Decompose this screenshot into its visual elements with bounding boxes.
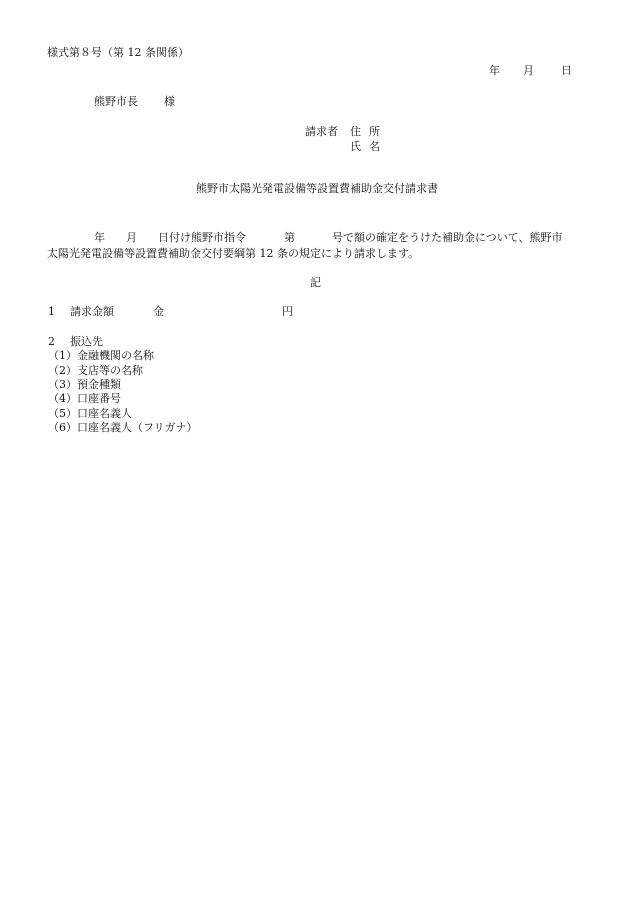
subitem: （5）口座名義人 xyxy=(48,407,132,420)
subitem: （3）預金種類 xyxy=(48,378,121,391)
requester-label: 請求者 xyxy=(305,125,338,138)
item1-number: 1 xyxy=(48,305,55,318)
subitem: （6）口座名義人（フリガナ） xyxy=(48,421,198,434)
ki-heading: 記 xyxy=(310,276,321,289)
address-label-2: 所 xyxy=(369,125,380,138)
date-month: 月 xyxy=(523,64,534,77)
date-year: 年 xyxy=(489,64,500,77)
body-line2: 太陽光発電設備等設置費補助金交付要綱第 12 条の規定により請求します。 xyxy=(47,247,420,260)
name-label-1: 氏 xyxy=(350,140,361,153)
body-number-prefix: 第 xyxy=(284,231,295,244)
item1-prefix: 金 xyxy=(153,305,164,318)
subitem: （2）支店等の名称 xyxy=(48,364,143,377)
date-day: 日 xyxy=(561,64,572,77)
body-line1-rest: 号で額の確定をうけた補助金について、熊野市 xyxy=(332,231,563,244)
subitem: （4）口座番号 xyxy=(48,392,121,405)
document-title: 熊野市太陽光発電設備等設置費補助金交付請求書 xyxy=(196,182,438,195)
body-month: 月 xyxy=(126,231,137,244)
body-year: 年 xyxy=(94,231,105,244)
name-label-2: 名 xyxy=(369,140,380,153)
address-label-1: 住 xyxy=(350,125,361,138)
addressee-name: 熊野市長 xyxy=(94,95,138,108)
item1-label: 請求金額 xyxy=(70,305,114,318)
subitem: （1）金融機関の名称 xyxy=(48,349,154,362)
item2-label: 振込先 xyxy=(70,335,103,348)
addressee-honorific: 様 xyxy=(164,95,175,108)
form-number: 様式第８号（第 12 条関係） xyxy=(47,46,189,59)
body-day-text: 日付け熊野市指令 xyxy=(158,231,246,244)
item2-number: 2 xyxy=(48,335,55,348)
item1-suffix: 円 xyxy=(282,305,293,318)
